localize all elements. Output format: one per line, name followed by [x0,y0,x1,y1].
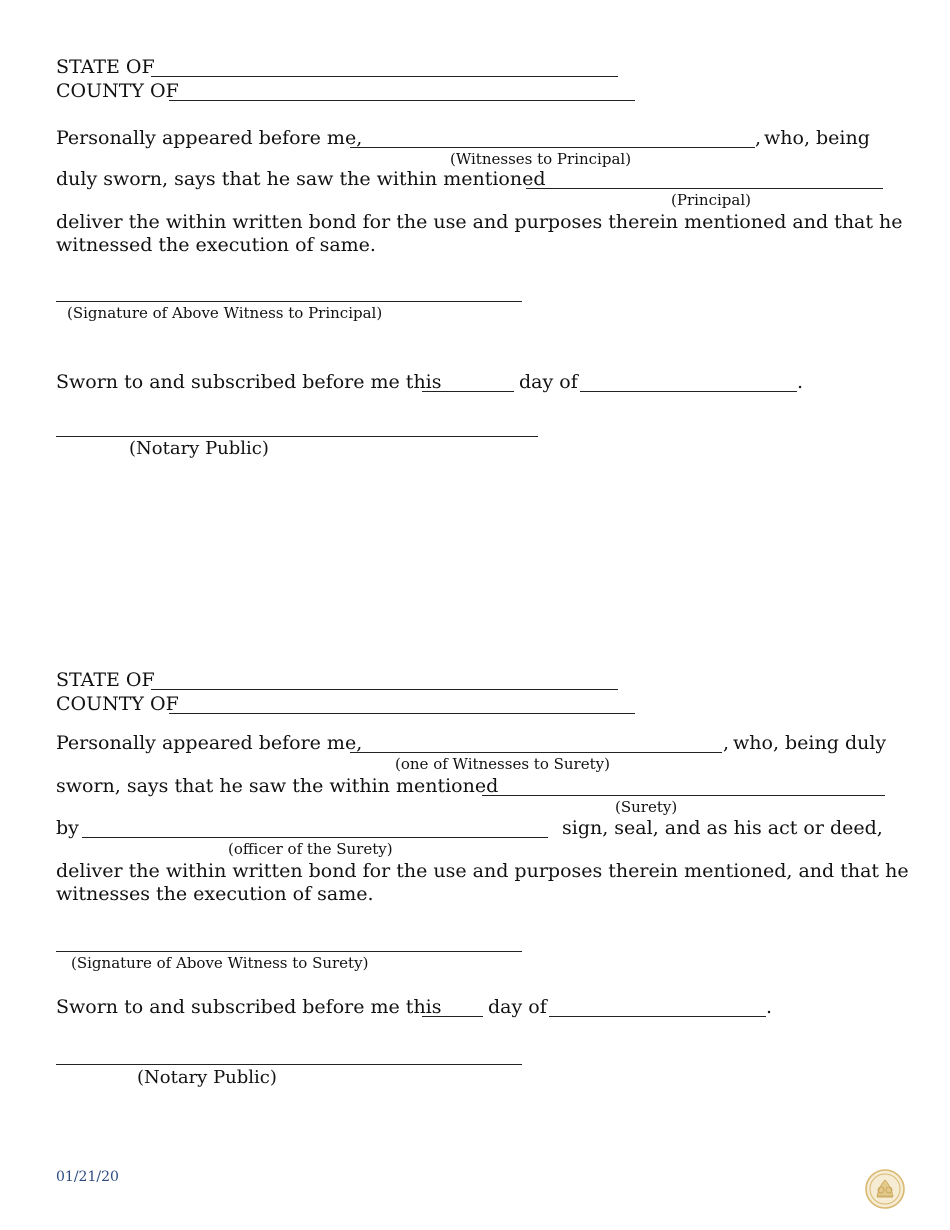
notary-caption: (Notary Public) [137,1067,277,1088]
witness-signature-line[interactable] [56,951,522,952]
who-being-text: who, being [764,127,870,149]
deliver-line-1: deliver the within written bond for the use and purposes therein mentioned, and that he [56,860,909,882]
sign-seal-text: sign, seal, and as his act or deed, [562,817,883,839]
principal-name-line[interactable] [526,188,883,189]
witness-signature-caption: (Signature of Above Witness to Surety) [71,954,369,972]
notary-signature-line[interactable] [56,436,538,437]
surety-caption: (Surety) [615,798,678,816]
state-label: STATE OF [56,56,155,78]
witnesses-to-principal-caption: (Witnesses to Principal) [450,150,632,168]
county-field-line[interactable] [169,100,635,101]
appeared-text: Personally appeared before me, [56,732,363,754]
comma: , [755,127,762,149]
day-of-text: day of [519,371,578,393]
notary-caption: (Notary Public) [129,438,269,459]
sworn-text: Sworn to and subscribed before me this [56,371,442,393]
witness-to-surety-line[interactable] [350,752,722,753]
duly-sworn-text: duly sworn, says that he saw the within mentioned [56,168,546,190]
county-label: COUNTY OF [56,693,179,715]
county-label: COUNTY OF [56,80,179,102]
deliver-line-2: witnesses the execution of same. [56,883,374,905]
principal-caption: (Principal) [671,191,751,209]
state-field-line[interactable] [151,76,618,77]
officer-caption: (officer of the Surety) [228,840,393,858]
day-of-text: day of [488,996,547,1018]
state-seal-icon [865,1169,905,1209]
period: . [766,996,773,1018]
by-text: by [56,817,79,839]
deliver-line-2: witnessed the execution of same. [56,234,376,256]
surety-name-line[interactable] [482,795,885,796]
sworn-day-line[interactable] [422,391,514,392]
witness-signature-caption: (Signature of Above Witness to Principal) [67,304,383,322]
revision-date: 01/21/20 [56,1169,119,1185]
sworn-month-line[interactable] [549,1016,766,1017]
witness-signature-line[interactable] [56,301,522,302]
state-label: STATE OF [56,669,155,691]
deliver-line-1: deliver the within written bond for the use and purposes therein mentioned and that he [56,211,903,233]
who-being-text: who, being duly [733,732,887,754]
sworn-text: Sworn to and subscribed before me this [56,996,442,1018]
comma: , [723,732,730,754]
period: . [797,371,804,393]
surety-officer-line[interactable] [82,837,548,838]
county-field-line[interactable] [169,713,635,714]
state-field-line[interactable] [151,689,618,690]
appeared-text: Personally appeared before me, [56,127,363,149]
notary-signature-line[interactable] [56,1064,522,1065]
sworn-month-line[interactable] [580,391,797,392]
sworn-day-line[interactable] [422,1016,483,1017]
sworn-says-text: sworn, says that he saw the within mentioned [56,775,499,797]
witness-to-surety-caption: (one of Witnesses to Surety) [395,755,610,773]
witnesses-to-principal-line[interactable] [350,147,755,148]
